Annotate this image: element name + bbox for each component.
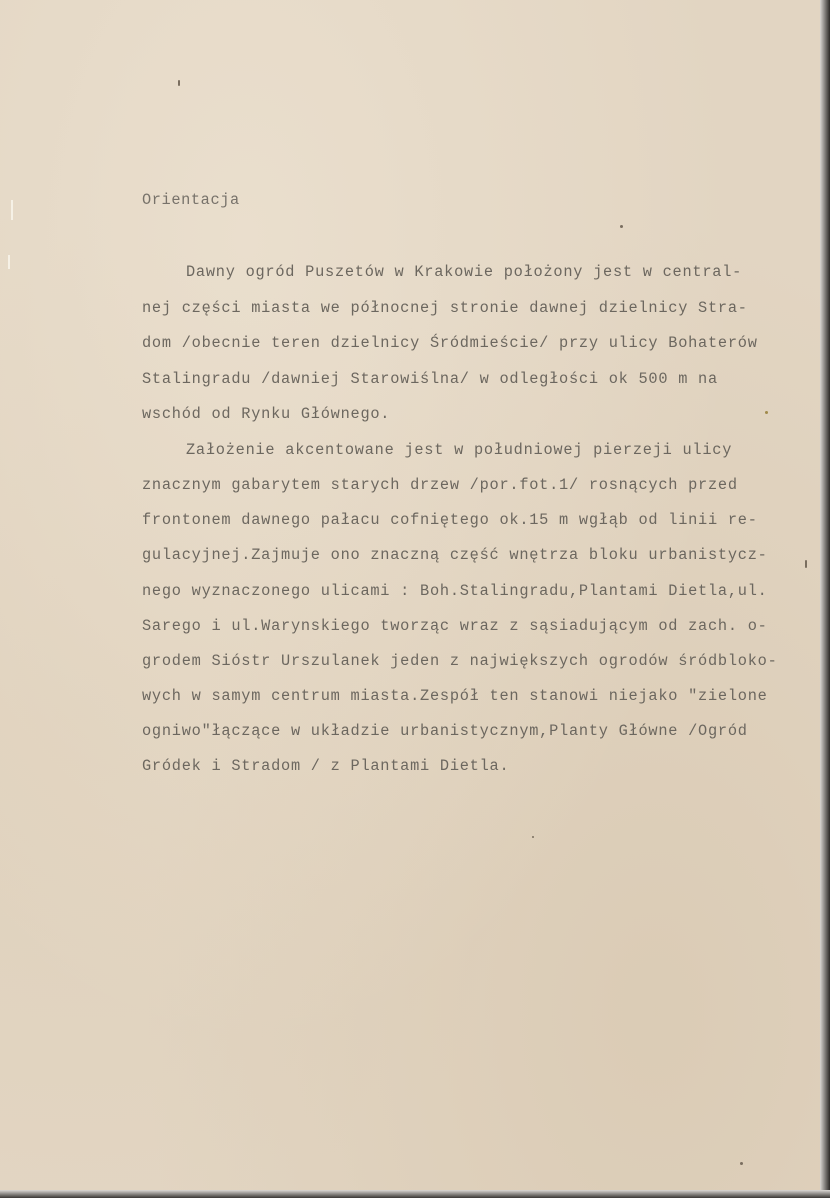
margin-mark (11, 200, 13, 220)
paper-speck (532, 836, 534, 838)
paragraph-1-line-4: Stalingradu /dawniej Starowiślna/ w odległości ok 500 m na (142, 370, 718, 388)
paper-speck (178, 80, 180, 86)
paragraph-2-line-8: wych w samym centrum miasta.Zespół ten stanowi niejako "zielone (142, 687, 768, 705)
paragraph-1-line-5: wschód od Rynku Głównego. (142, 405, 391, 423)
paragraph-2-line-9: ogniwo"łączące w układzie urbanistycznym,Planty Główne /Ogród (142, 722, 748, 740)
paragraph-2-line-5: nego wyznaczonego ulicami : Boh.Stalingradu,Plantami Dietla,ul. (142, 582, 768, 600)
margin-mark (8, 255, 10, 269)
paper-speck (620, 225, 623, 228)
paper-speck (805, 560, 807, 568)
paper-speck (765, 411, 768, 414)
paragraph-2-line-1: Założenie akcentowane jest w południowej pierzeji ulicy (186, 441, 733, 459)
scan-edge-right (820, 0, 830, 1198)
paper-speck (740, 1162, 743, 1165)
section-heading: Orientacja (142, 191, 240, 209)
scan-edge-bottom (0, 1190, 830, 1198)
paragraph-2-line-6: Sarego i ul.Warynskiego tworząc wraz z sąsiadującym od zach. o- (142, 617, 768, 635)
paragraph-1-line-1: Dawny ogród Puszetów w Krakowie położony jest w central- (186, 263, 743, 281)
paragraph-2-line-7: grodem Sióstr Urszulanek jeden z największych ogrodów śródbloko- (142, 652, 778, 670)
paragraph-2-line-2: znacznym gabarytem starych drzew /por.fot.1/ rosnących przed (142, 476, 738, 494)
paragraph-1-line-2: nej części miasta we północnej stronie dawnej dzielnicy Stra- (142, 299, 748, 317)
paragraph-2-line-3: frontonem dawnego pałacu cofniętego ok.15 m wgłąb od linii re- (142, 511, 758, 529)
paragraph-2-line-10: Gródek i Stradom / z Plantami Dietla. (142, 757, 510, 775)
paragraph-2-line-4: gulacyjnej.Zajmuje ono znaczną część wnętrza bloku urbanistycz- (142, 546, 768, 564)
paragraph-1-line-3: dom /obecnie teren dzielnicy Śródmieście/ przy ulicy Bohaterów (142, 334, 758, 352)
